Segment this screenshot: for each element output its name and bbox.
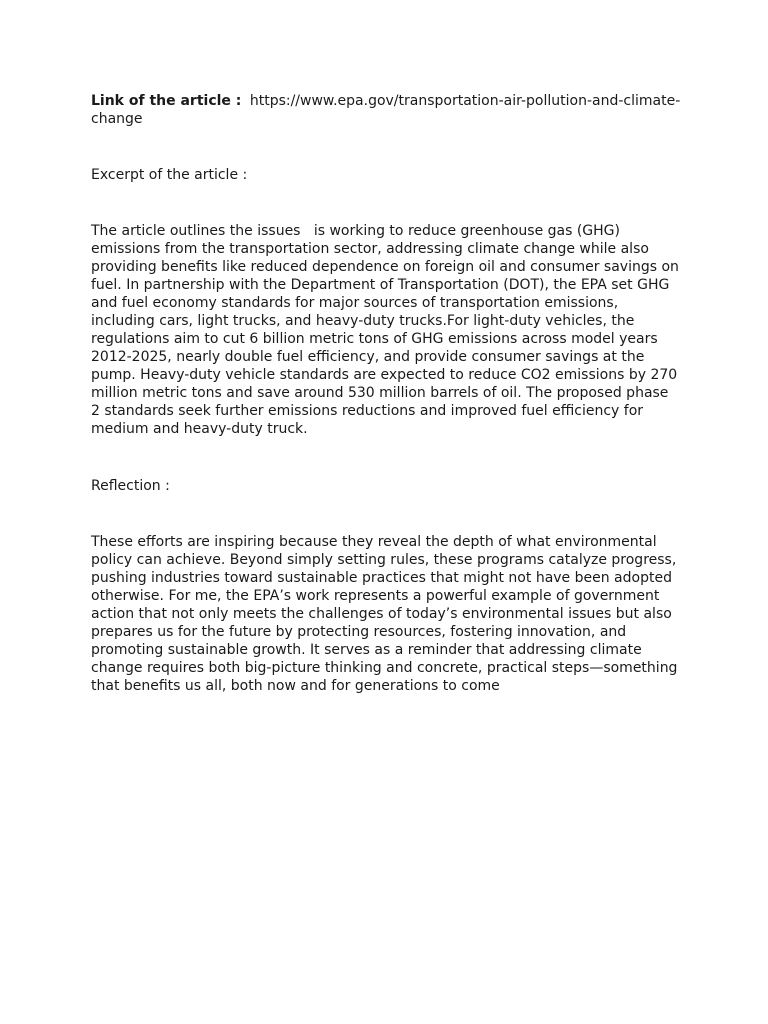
spacer bbox=[91, 495, 681, 533]
spacer bbox=[91, 438, 681, 477]
document-body bbox=[91, 92, 684, 695]
spacer bbox=[91, 184, 681, 222]
article-link-line bbox=[91, 92, 681, 128]
article-link-url[interactable]: https://www.epa.gov/transportation-air-pollution-and-climate-change bbox=[91, 93, 681, 127]
excerpt-heading: Excerpt of the article : bbox=[91, 167, 248, 183]
excerpt-paragraph: The article outlines the issues is working to reduce greenhouse gas (GHG) emissions from the transportation sector, addressing climate change while also providing benefits like reduced dependence on foreign oil and consumer savings on fuel. In partnership with the Department of Transportation (DOT), the EPA set GHG and fuel economy standards for major sources of transportation emissions, including cars, light trucks, and heavy-duty trucks.For light-duty vehicles, the regulations aim to cut 6 billion metric tons of GHG emissions across model years 2012-2025, nearly double fuel efficiency, and provide consumer savings at the pump. Heavy-duty vehicle standards are expected to reduce CO2 emissions by 270 million metric tons and save around 530 million barrels of oil. The proposed phase 2 standards seek further emissions reductions and improved fuel efficiency for medium and heavy-duty truck. bbox=[91, 223, 684, 437]
spacer bbox=[91, 128, 681, 166]
reflection-paragraph: These efforts are inspiring because they reveal the depth of what environmental policy can achieve. Beyond simply setting rules, these programs catalyze progress, pushing industries toward sustainable practices that might not have been adopted otherwise. For me, the EPA’s work represents a powerful example of government action that not only meets the challenges of today’s environmental issues but also prepares us for the future by protecting resources, fostering innovation, and promoting sustainable growth. It serves as a reminder that addressing climate change requires both big-picture thinking and concrete, practical steps—something that benefits us all, both now and for generations to come bbox=[91, 534, 682, 694]
reflection-heading: Reflection : bbox=[91, 478, 170, 494]
article-link-label: Link of the article : bbox=[91, 93, 242, 109]
